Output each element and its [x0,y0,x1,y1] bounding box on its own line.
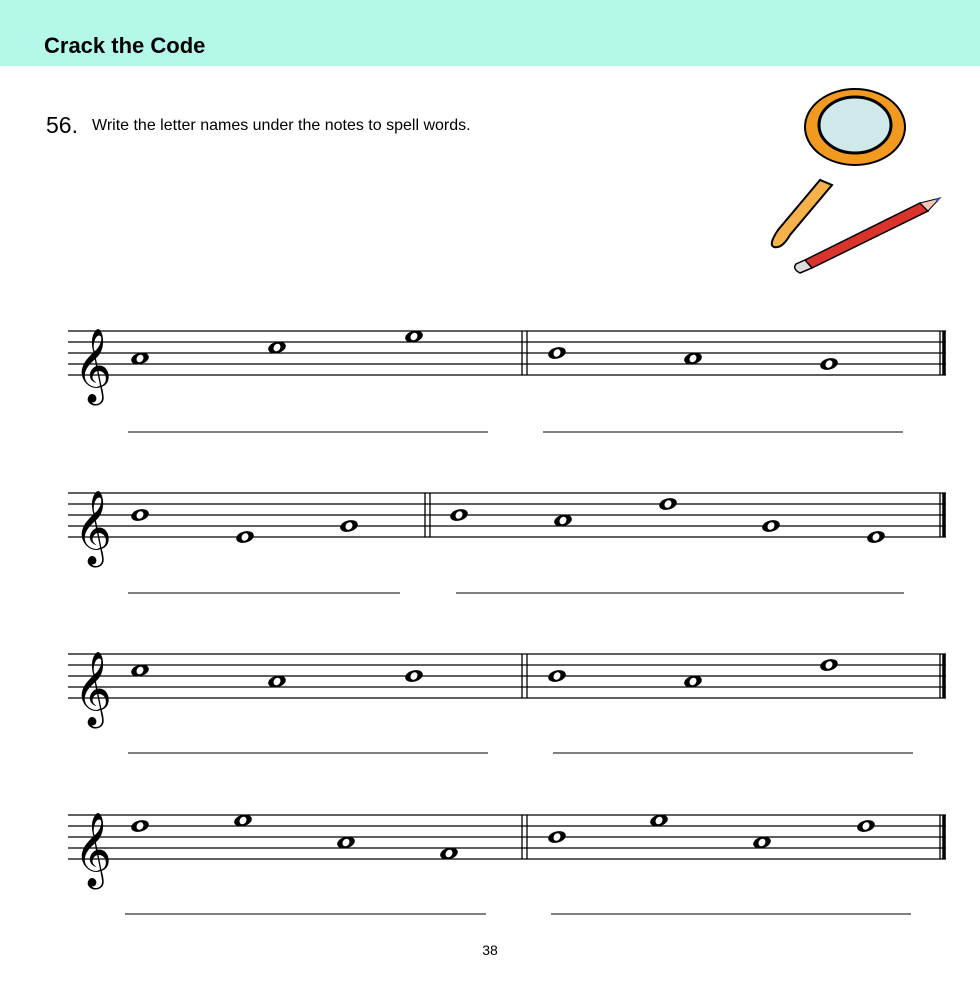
treble-clef-icon: 𝄞 [74,813,112,887]
exercise-instruction: Write the letter names under the notes to spell words. [92,117,471,134]
treble-clef-icon: 𝄞 [74,652,112,726]
exercise-number: 56. [46,112,78,138]
page-number: 38 [482,942,498,958]
treble-clef-icon: 𝄞 [74,491,112,565]
treble-clef-icon: 𝄞 [74,329,112,403]
page-title: Crack the Code [44,33,206,58]
